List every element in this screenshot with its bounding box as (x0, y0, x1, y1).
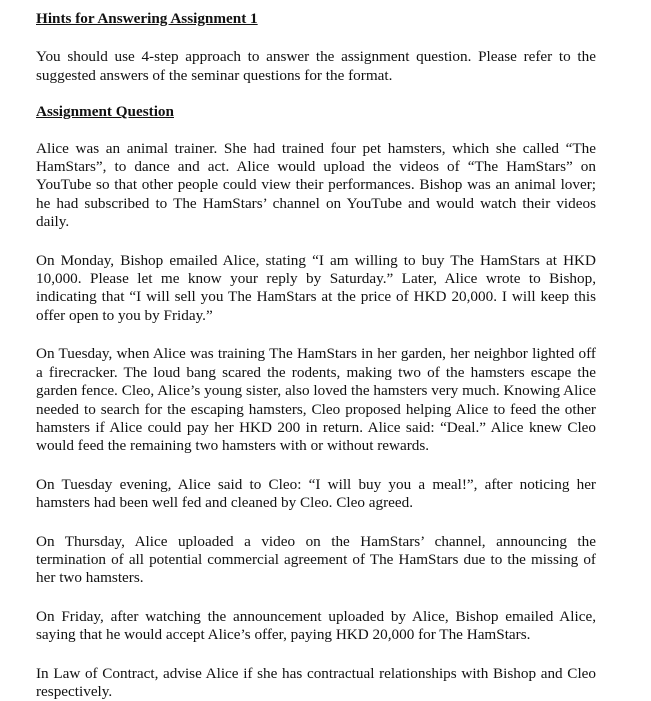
paragraph-tuesday-evening: On Tuesday evening, Alice said to Cleo: “I will buy you a meal!”, after noticing her hamsters had been well fed and cleaned by Cleo. Cleo agreed. (36, 475, 596, 512)
paragraph-background: Alice was an animal trainer. She had trained four pet hamsters, which she called “The HamStars”, to dance and act. Alice would upload the videos of “The HamStars” on YouTube so that other people could view their performances. Bishop was an animal lover; he had subscribed to The HamStars’ channel on YouTube and would watch their videos daily. (36, 139, 596, 231)
document-page (36, 10, 596, 701)
hints-heading: Hints for Answering Assignment 1 (36, 10, 258, 27)
paragraph-instruction: In Law of Contract, advise Alice if she has contractual relationships with Bishop and Cleo respectively. (36, 664, 596, 700)
paragraph-tuesday: On Tuesday, when Alice was training The HamStars in her garden, her neighbor lighted off a firecracker. The loud bang scared the rodents, making two of the hamsters escape the garden fence. Cleo, Alice’s young sister, also loved the hamsters very much. Knowing Alice needed to search for the escaping hamsters, Cleo proposed helping Alice to feed the other hamsters if Alice could pay her HKD 200 in return. Alice said: “Deal.” Alice knew Cleo would feed the remaining two hamsters with or without rewards. (36, 345, 596, 455)
paragraph-friday: On Friday, after watching the announcement uploaded by Alice, Bishop emailed Alice, saying that he would accept Alice’s offer, paying HKD 20,000 for The HamStars. (36, 607, 596, 644)
paragraph-thursday: On Thursday, Alice uploaded a video on the HamStars’ channel, announcing the termination of all potential commercial agreement of The HamStars due to the missing of her two hamsters. (36, 532, 596, 587)
hints-paragraph: You should use 4-step approach to answer the assignment question. Please refer to the suggested answers of the seminar questions for the format. (36, 48, 596, 84)
paragraph-monday: On Monday, Bishop emailed Alice, stating “I am willing to buy The HamStars at HKD 10,000. Please let me know your reply by Saturday.” Later, Alice wrote to Bishop, indicating that “I will sell you The HamStars at the price of HKD 20,000. I will keep this offer open to you by Friday.” (36, 251, 596, 324)
assignment-question-heading: Assignment Question (36, 103, 174, 121)
